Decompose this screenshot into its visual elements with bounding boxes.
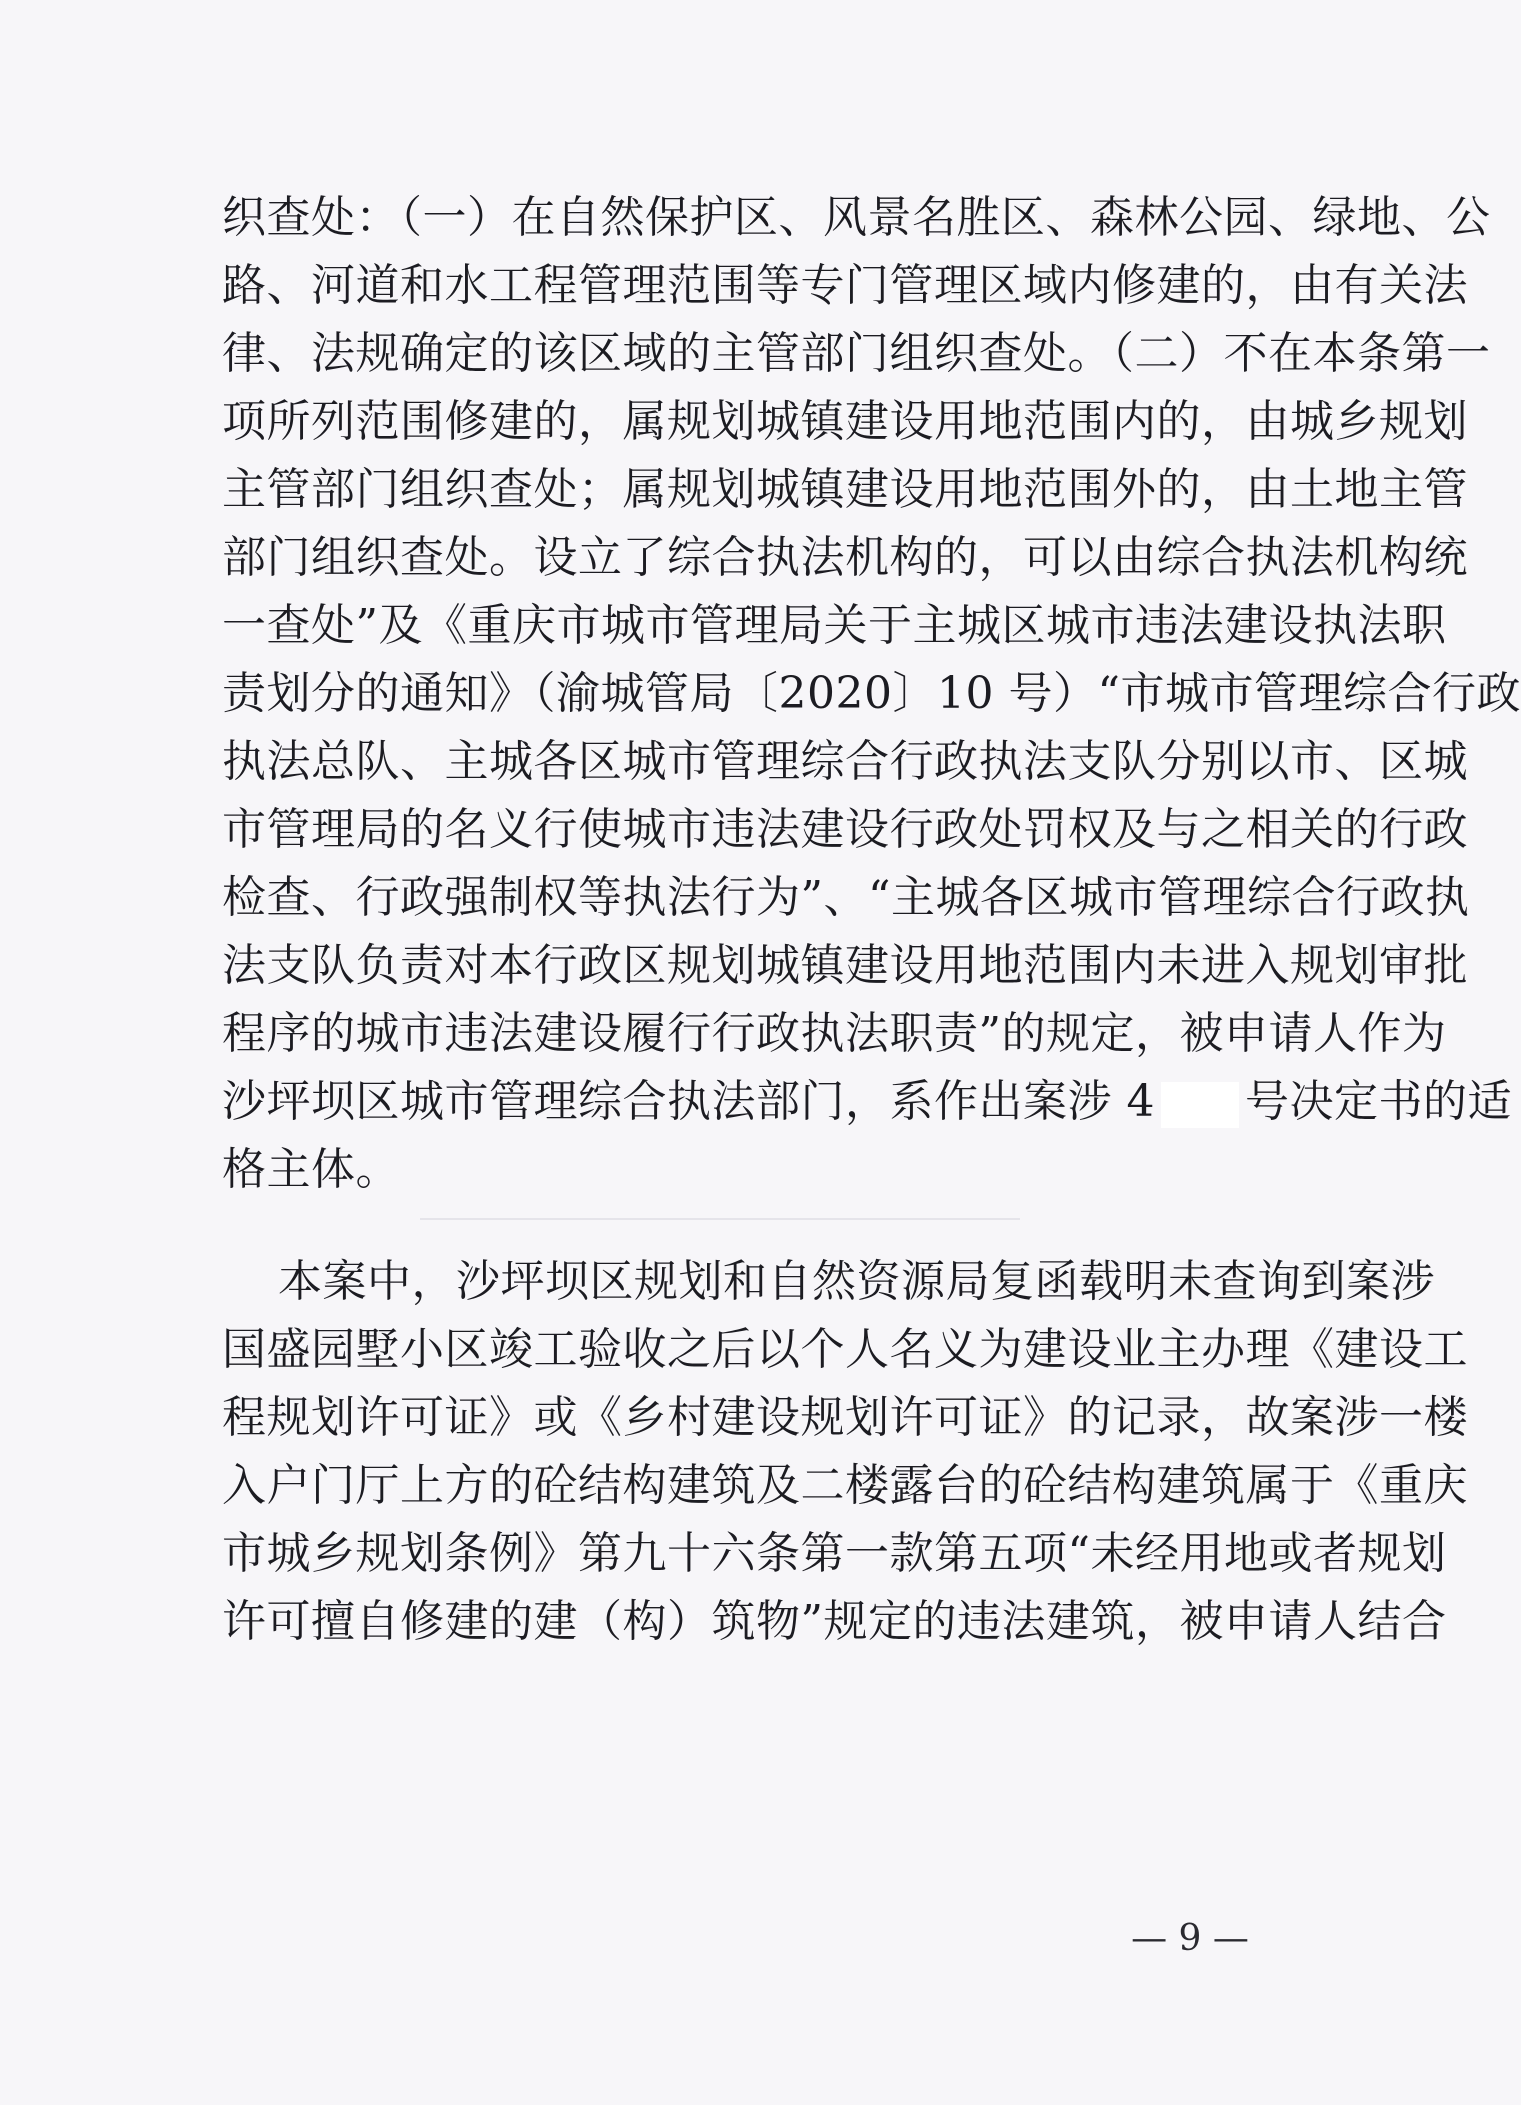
text-line: 入户门厅上方的砼结构建筑及二楼露台的砼结构建筑属于《重庆 — [222, 1460, 1468, 1511]
text-segment: 号决定书的适 — [1244, 1076, 1512, 1127]
text-line: 主管部门组织查处；属规划城镇建设用地范围外的，由土地主管 — [222, 464, 1468, 515]
text-line: 织查处：（一）在自然保护区、风景名胜区、森林公园、绿地、公 — [222, 192, 1491, 243]
text-line: 检查、行政强制权等执法行为”、“主城各区城市管理综合行政执 — [222, 872, 1470, 923]
page-number: — 9 — — [1131, 1918, 1249, 1959]
text-line-with-redaction — [222, 1072, 1512, 1132]
text-line: 程规划许可证》或《乡村建设规划许可证》的记录，故案涉一楼 — [222, 1392, 1468, 1443]
text-line: 律、法规确定的该区域的主管部门组织查处。（二）不在本条第一 — [222, 328, 1491, 379]
text-line: 部门组织查处。设立了综合执法机构的，可以由综合执法机构统 — [222, 532, 1468, 583]
text-line: 项所列范围修建的，属规划城镇建设用地范围内的，由城乡规划 — [222, 396, 1468, 447]
text-line: 许可擅自修建的建（构）筑物”规定的违法建筑，被申请人结合 — [222, 1596, 1447, 1647]
text-line: 市管理局的名义行使城市违法建设行政处罚权及与之相关的行政 — [222, 804, 1468, 855]
text-line: 责划分的通知》（渝城管局〔2020〕10 号）“市城市管理综合行政 — [222, 668, 1521, 719]
text-line: 格主体。 — [222, 1144, 400, 1195]
text-line: 市城乡规划条例》第九十六条第一款第五项“未经用地或者规划 — [222, 1528, 1447, 1579]
text-line: 法支队负责对本行政区规划城镇建设用地范围内未进入规划审批 — [222, 940, 1468, 991]
text-line: 国盛园墅小区竣工验收之后以个人名义为建设业主办理《建设工 — [222, 1324, 1468, 1375]
text-line: 路、河道和水工程管理范围等专门管理区域内修建的，由有关法 — [222, 260, 1468, 311]
scan-artifact — [420, 1218, 1020, 1220]
paragraph-first-line: 本案中，沙坪坝区规划和自然资源局复函载明未查询到案涉 — [278, 1256, 1435, 1307]
text-segment: 沙坪坝区城市管理综合执法部门，系作出案涉 4 — [222, 1076, 1155, 1127]
text-line: 一查处”及《重庆市城市管理局关于主城区城市违法建设执法职 — [222, 600, 1447, 651]
text-line: 执法总队、主城各区城市管理综合行政执法支队分别以市、区城 — [222, 736, 1468, 787]
text-line: 程序的城市违法建设履行行政执法职责”的规定，被申请人作为 — [222, 1008, 1447, 1059]
redaction-box — [1161, 1082, 1239, 1128]
